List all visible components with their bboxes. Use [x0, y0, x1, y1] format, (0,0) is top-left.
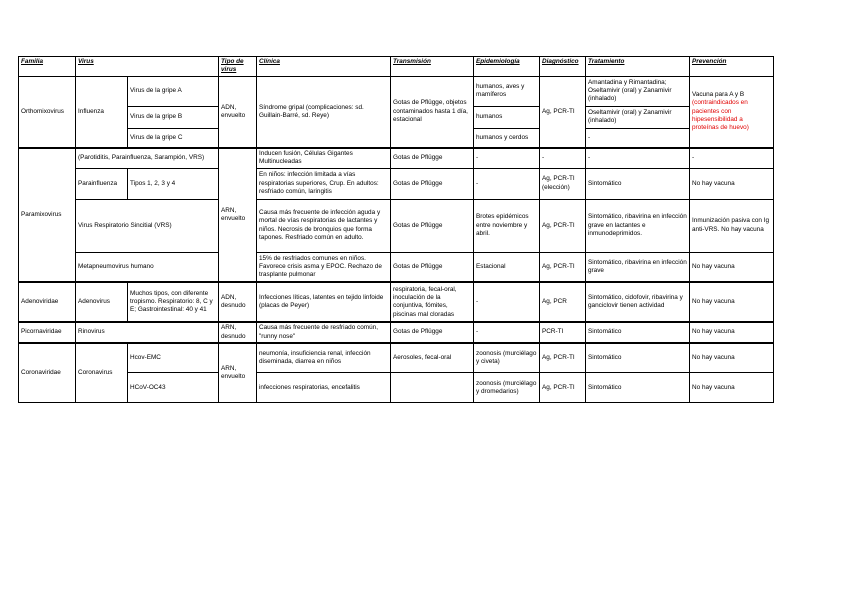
virus-cell: Rinovirus: [76, 322, 219, 343]
clinic-cell: infecciones respiratorias, encefalitis: [257, 373, 391, 403]
virus-cell: Coronavirus: [76, 343, 128, 403]
virus-cell: Influenza: [76, 76, 128, 148]
family-cell: Coronaviridae: [19, 343, 76, 403]
clinic-cell: Causa más frecuente de infección aguda y mortal de vías respiratorias de lactantes y niños. Necrosis de bronquios que forma tapones. Resfriado común en adulto.: [257, 199, 391, 252]
diagnosis-cell: Ag, PCR-TI: [540, 343, 586, 373]
family-cell: Picornaviridae: [19, 322, 76, 343]
virus-cell: Metapneumovirus humano: [76, 252, 219, 282]
table-row: [19, 343, 774, 373]
header-row: [19, 57, 774, 77]
clinic-cell: Inducen fusión, Células Gigantes Multinucleadas: [257, 148, 391, 168]
epidemiology-cell: humanos: [474, 106, 540, 128]
diagnosis-cell: Ag, PCR-TI: [540, 252, 586, 282]
transmission-cell: Gotas de Pflügge: [391, 322, 474, 343]
table-row: [19, 148, 774, 168]
subtype-cell: Virus de la gripe A: [128, 76, 219, 106]
treatment-cell: Sintomático: [586, 343, 690, 373]
treatment-cell: Sintomático, ribavirina en infección grave: [586, 252, 690, 282]
virus-cell: (Parotiditis, Parainfluenza, Sarampión, VRS): [76, 148, 219, 168]
transmission-cell: Gotas de Pflügge: [391, 148, 474, 168]
header-diagnostico: Diagnóstico: [540, 57, 586, 77]
clinic-cell: neumonía, insuficiencia renal, infección diseminada, diarrea en niños: [257, 343, 391, 373]
header-prevencion: Prevención: [690, 57, 774, 77]
header-virus: Virus: [76, 57, 219, 77]
prevention-cell: No hay vacuna: [690, 343, 774, 373]
diagnosis-cell: Ag, PCR-TI: [540, 199, 586, 252]
family-cell: Orthomixovirus: [19, 76, 76, 148]
virus-cell: Adenovirus: [76, 282, 128, 322]
epidemiology-cell: -: [474, 322, 540, 343]
diagnosis-cell: Ag, PCR-TI (elección): [540, 168, 586, 199]
epidemiology-cell: humanos y cerdos: [474, 128, 540, 148]
table-row: [19, 373, 774, 403]
transmission-cell: Gotas de Pflügge: [391, 252, 474, 282]
transmission-cell: Gotas de Pflügge: [391, 168, 474, 199]
type-cell: ADN, desnudo: [219, 282, 257, 322]
treatment-cell: Oseltamivir (oral) y Zanamivir (inhalado): [586, 106, 690, 128]
epidemiology-cell: -: [474, 168, 540, 199]
subtype-cell: Tipos 1, 2, 3 y 4: [128, 168, 219, 199]
type-cell: ARN, envuelto: [219, 343, 257, 403]
table-row: [19, 168, 774, 199]
prevention-cell: [690, 76, 774, 148]
type-cell: ARN, envuelto: [219, 148, 257, 282]
epidemiology-cell: Brotes epidémicos entre noviembre y abril.: [474, 199, 540, 252]
prevention-cell: No hay vacuna: [690, 322, 774, 343]
header-clinica: Clínica: [257, 57, 391, 77]
transmission-cell: respiratoria, fecal-oral, inoculación de la conjuntiva, fómites, piscinas mal cloradas: [391, 282, 474, 322]
prevention-cell: No hay vacuna: [690, 168, 774, 199]
diagnosis-cell: Ag, PCR: [540, 282, 586, 322]
family-cell: Adenoviridae: [19, 282, 76, 322]
clinic-cell: En niños: infección limitada a vías respiratorias superiores, Crup. En adultos: resfriado común, laringitis: [257, 168, 391, 199]
virus-cell: Parainfluenza: [76, 168, 128, 199]
table-row: [19, 199, 774, 252]
prevention-warning: (contraindicados en pacientes con hipesensibilidad a proteínas de huevo): [692, 99, 749, 132]
family-cell: Paramixovirus: [19, 148, 76, 282]
prevention-cell: -: [690, 148, 774, 168]
diagnosis-cell: PCR-TI: [540, 322, 586, 343]
header-epidemiologia: Epidemiología: [474, 57, 540, 77]
diagnosis-cell: -: [540, 148, 586, 168]
epidemiology-cell: zoonosis (murciélago y dromedarios): [474, 373, 540, 403]
prevention-cell: No hay vacuna: [690, 373, 774, 403]
clinic-cell: Causa más frecuente de resfriado común, "runny nose": [257, 322, 391, 343]
type-cell: ARN, desnudo: [219, 322, 257, 343]
table-row: [19, 252, 774, 282]
header-transmision: Transmisión: [391, 57, 474, 77]
transmission-cell: Aerosoles, fecal-oral: [391, 343, 474, 373]
transmission-cell: Gotas de Pflügge: [391, 199, 474, 252]
prevention-cell: Inmunización pasiva con Ig anti-VRS. No hay vacuna: [690, 199, 774, 252]
transmission-cell: Gotas de Pflügge, objetos contaminados hasta 1 día, estacional: [391, 76, 474, 148]
subtype-cell: Virus de la gripe B: [128, 106, 219, 128]
virus-table: [18, 56, 774, 403]
clinic-cell: Infecciones líticas, latentes en tejido linfoide (placas de Peyer): [257, 282, 391, 322]
header-familia: Familia: [19, 57, 76, 77]
epidemiology-cell: Estacional: [474, 252, 540, 282]
subtype-cell: Virus de la gripe C: [128, 128, 219, 148]
treatment-cell: Sintomático: [586, 373, 690, 403]
treatment-cell: Sintomático: [586, 168, 690, 199]
epidemiology-cell: humanos, aves y mamíferos: [474, 76, 540, 106]
table-row: [19, 282, 774, 322]
treatment-cell: -: [586, 148, 690, 168]
epidemiology-cell: -: [474, 148, 540, 168]
epidemiology-cell: zoonosis (murciélago y civeta): [474, 343, 540, 373]
treatment-cell: -: [586, 128, 690, 148]
type-cell: ADN, envuelto: [219, 76, 257, 148]
diagnosis-cell: Ag, PCR-TI: [540, 373, 586, 403]
treatment-cell: Amantadina y Rimantadina; Oseltamivir (oral) y Zanamivir (inhalado): [586, 76, 690, 106]
diagnosis-cell: Ag, PCR-TI: [540, 76, 586, 148]
subtype-cell: Hcov-EMC: [128, 343, 219, 373]
header-tratamiento: Tratamiento: [586, 57, 690, 77]
epidemiology-cell: -: [474, 282, 540, 322]
transmission-cell: [391, 373, 474, 403]
table-row: [19, 322, 774, 343]
treatment-cell: Sintomático, cidofovir, ribavirina y ganciclovir tienen actividad: [586, 282, 690, 322]
clinic-cell: 15% de resfriados comunes en niños. Favorece crisis asma y EPOC. Rechazo de trasplante pulmonar: [257, 252, 391, 282]
prevention-cell: No hay vacuna: [690, 252, 774, 282]
treatment-cell: Sintomático: [586, 322, 690, 343]
subtype-cell: Muchos tipos, con diferente tropismo. Respiratorio: 8, C y E; Gastrointestinal: 40 y 41: [128, 282, 219, 322]
table-row: [19, 76, 774, 106]
prevention-cell: No hay vacuna: [690, 282, 774, 322]
clinic-cell: Síndrome gripal (complicaciones: sd. Guillain-Barré, sd. Reye): [257, 76, 391, 148]
virus-cell: Virus Respiratorio Sincitial (VRS): [76, 199, 219, 252]
subtype-cell: HCoV-OC43: [128, 373, 219, 403]
header-tipo: Tipo de virus: [219, 57, 257, 77]
prevention-text: Vacuna para A y B: [692, 91, 745, 99]
treatment-cell: Sintomático, ribavirina en infección grave en lactantes e inmunodeprimidos.: [586, 199, 690, 252]
